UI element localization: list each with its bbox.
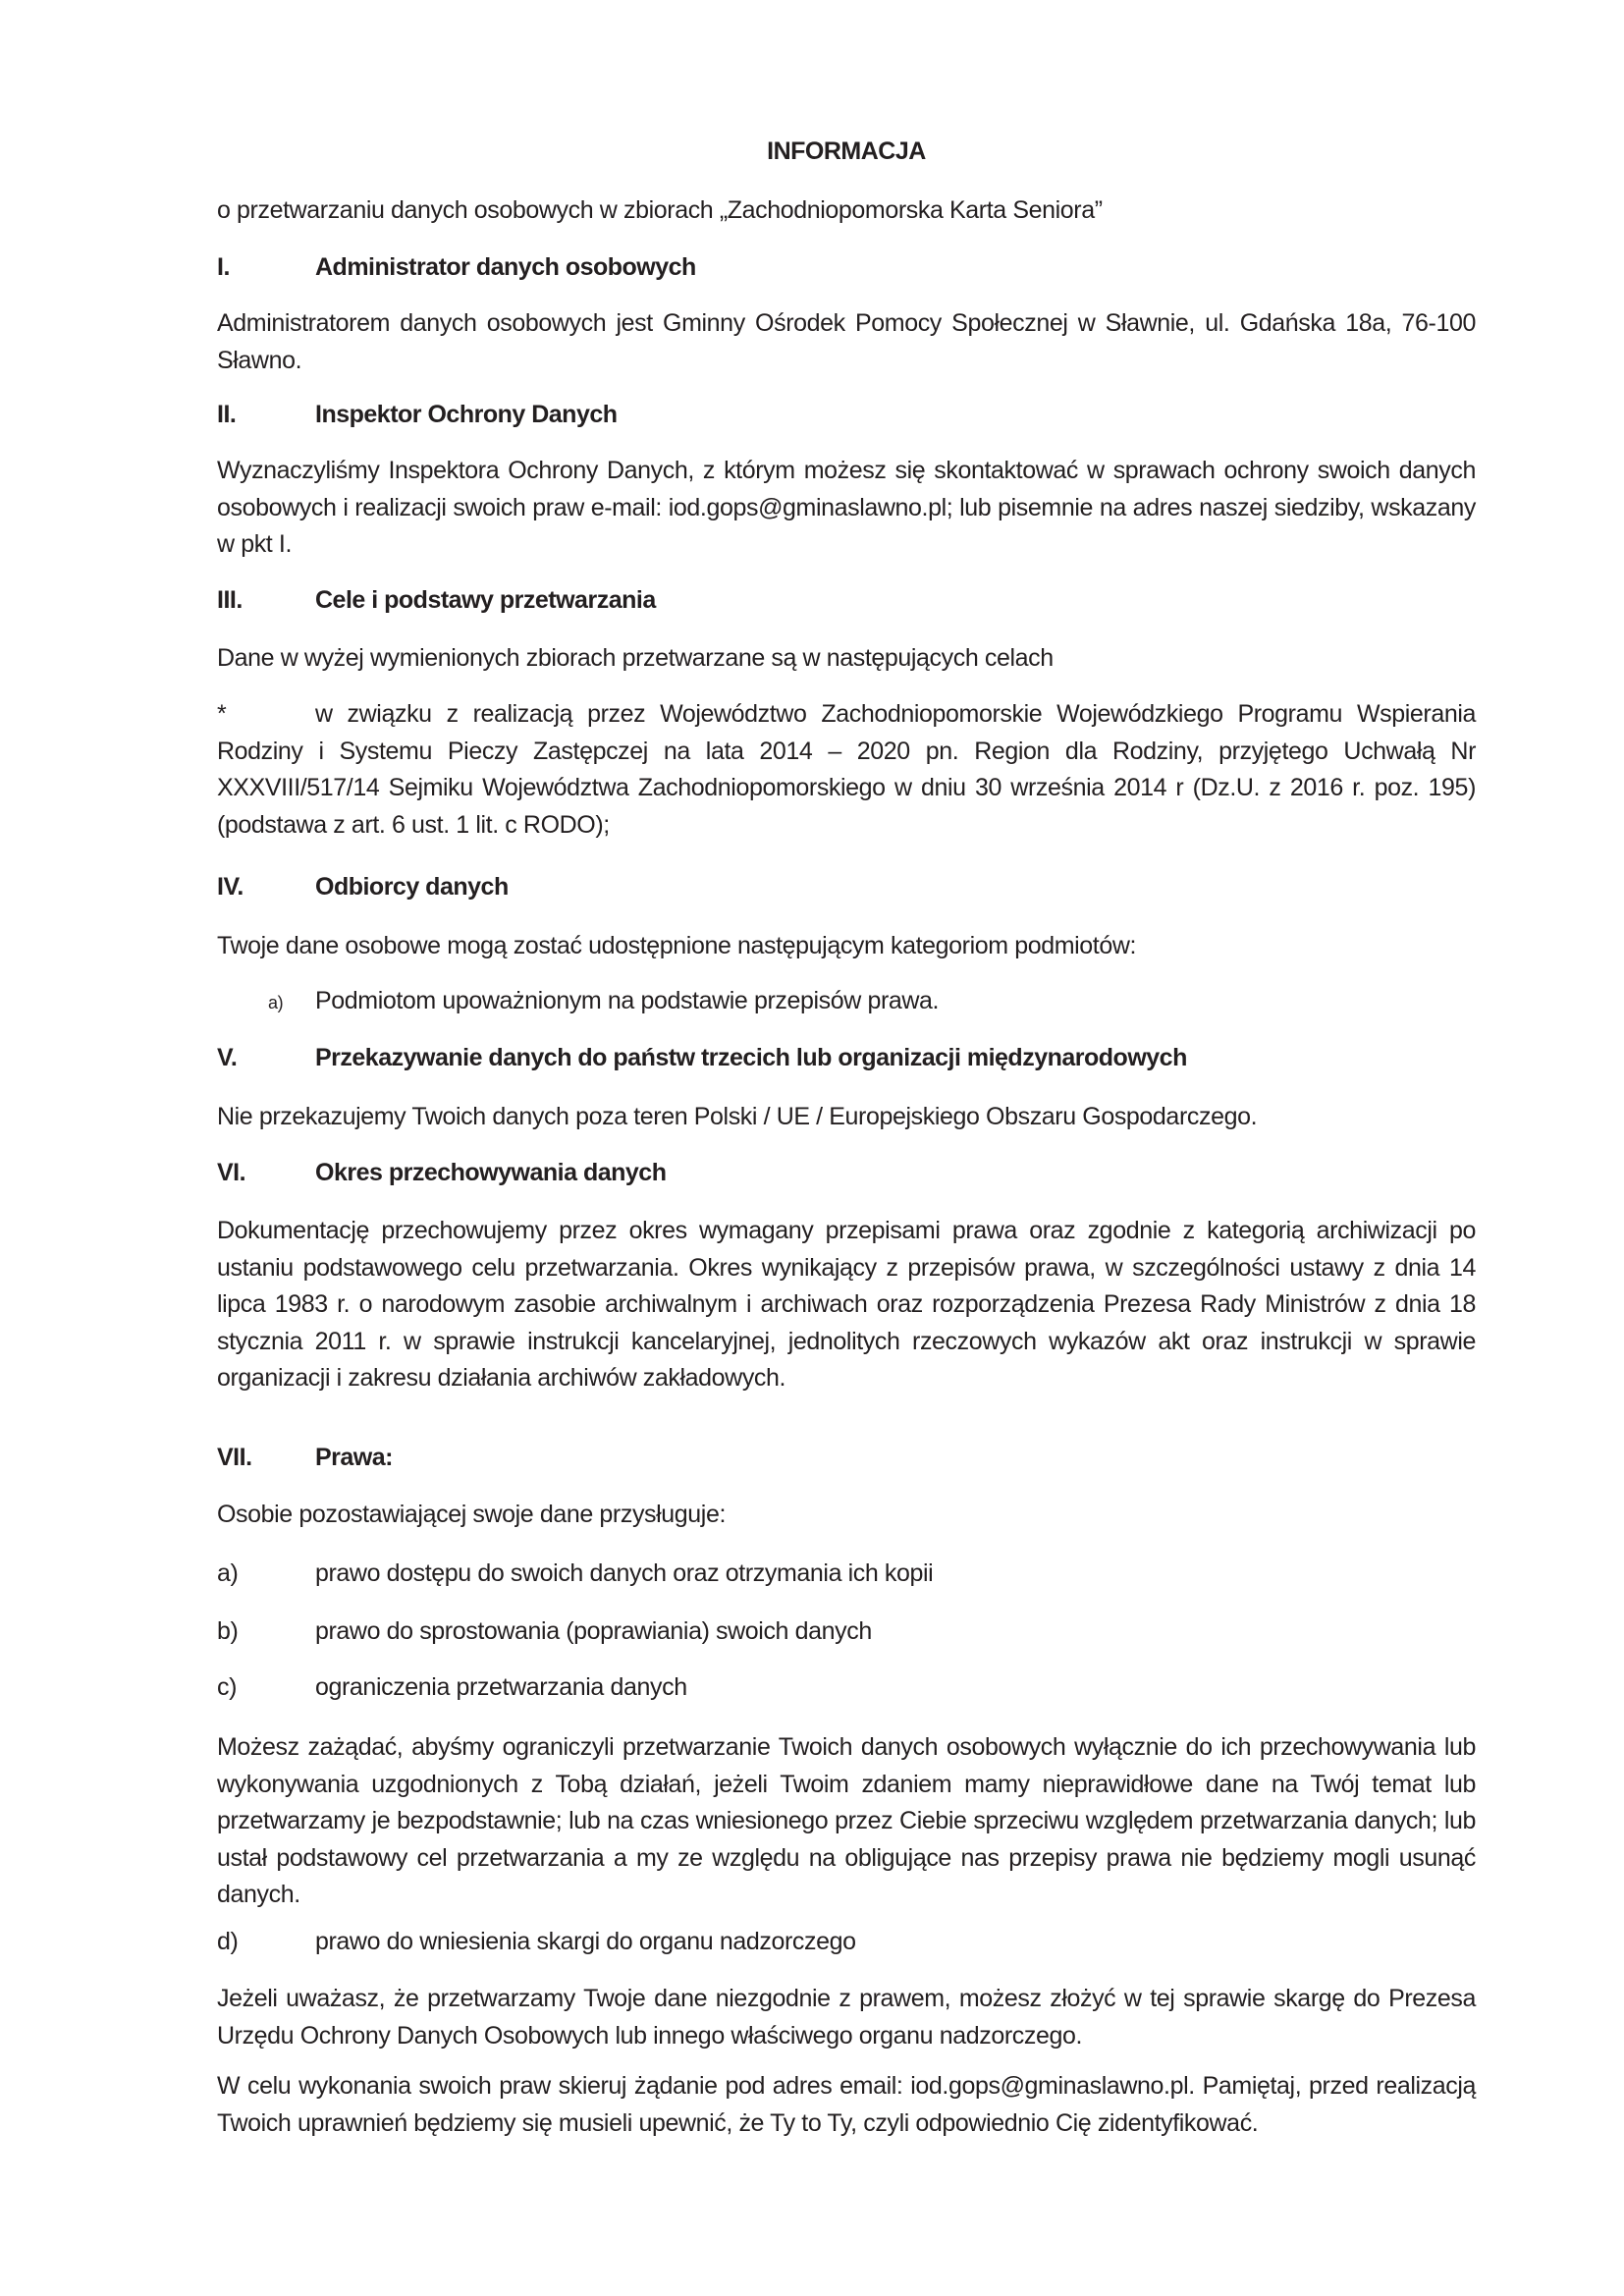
retention-paragraph: Dokumentację przechowujemy przez okres wymagany przepisami prawa oraz zgodnie z kategorią archiwizacji po ustaniu podstawowego celu przetwarzania. Okres wynikający z przepisów prawa, w szczególności ustawy z dnia 14 lipca 1983 r. o narodowym zasobie archiwalnym i archiwach oraz rozporządzenia Prezesa Rady Ministrów z dnia 18 stycznia 2011 r. w sprawie instrukcji kancelaryjnej, jednolitych rzeczowych wykazów akt oraz instrukcji w sprawie organizacji i zakresu działania archiwów zakładowych. [217,1217,1476,1392]
section-number: I. [217,253,230,281]
section-title: Administrator danych osobowych [315,253,696,281]
item-label: b) [217,1617,239,1645]
section-heading-iv [217,873,509,902]
item-text: Podmiotom upoważnionym na podstawie przepisów prawa. [315,987,940,1014]
section-number: V. [217,1044,238,1071]
bullet-marker: * [217,700,227,728]
item-label: d) [217,1928,239,1955]
document-subtitle: o przetwarzaniu danych osobowych w zbiorach „Zachodniopomorska Karta Seniora” [217,196,1103,224]
section-number: VII. [217,1444,252,1471]
section-title: Przekazywanie danych do państw trzecich lub organizacji międzynarodowych [315,1044,1187,1071]
recipients-intro: Twoje dane osobowe mogą zostać udostępnione następującym kategoriom podmiotów: [217,932,1137,959]
section-number: II. [217,401,237,428]
item-text: prawo dostępu do swoich danych oraz otrzymania ich kopii [315,1559,934,1587]
administrator-paragraph: Administratorem danych osobowych jest Gminny Ośrodek Pomocy Społecznej w Sławnie, ul. Gdańska 18a, 76-100 Sławno. [217,309,1476,374]
item-label: a) [268,993,284,1012]
section-title: Okres przechowywania danych [315,1159,667,1186]
purpose-bullet-text: w związku z realizacją przez Województwo Zachodniopomorskie Wojewódzkiego Programu Wspierania Rodziny i Systemu Pieczy Zastępczej na lata 2014 – 2020 pn. Region dla Rodziny, przyjętego Uchwałą Nr XXXVIII/517/14 Sejmiku Województwa Zachodniopomorskiego w dniu 30 września 2014 r (Dz.U. z 2016 r. poz. 195) (podstawa z art. 6 ust. 1 lit. c RODO); [217,700,1476,839]
inspector-paragraph: Wyznaczyliśmy Inspektora Ochrony Danych, z którym możesz się skontaktować w sprawach ochrony swoich danych osobowych i realizacji swoich praw e-mail: iod.gops@gminaslawno.pl; lub pisemnie na adres naszej siedziby, wskazany w pkt I. [217,457,1476,558]
item-text: prawo do wniesienia skargi do organu nadzorczego [315,1928,856,1955]
rights-item-a [217,1559,933,1588]
item-label: c) [217,1673,238,1701]
section-heading-ii [217,401,618,429]
section-number: III. [217,586,243,614]
rights-item-d [217,1928,856,1956]
section-heading-vii [217,1444,393,1472]
section-title: Cele i podstawy przetwarzania [315,586,656,614]
section-title: Prawa: [315,1444,393,1471]
section-heading-v [217,1044,1187,1072]
transfer-paragraph: Nie przekazujemy Twoich danych poza teren Polski / UE / Europejskiego Obszaru Gospodarczego. [217,1103,1258,1130]
restriction-paragraph: Możesz zażądać, abyśmy ograniczyli przetwarzanie Twoich danych osobowych wyłącznie do ich przechowywania lub wykonywania uzgodnionych z Tobą działań, jeżeli Twoim zdaniem mamy nieprawidłowe dane na Twój temat lub przetwarzamy je bezpodstawnie; lub na czas wniesionego przez Ciebie sprzeciwu względem przetwarzania danych; lub ustał podstawowy cel przetwarzania a my ze względu na obligujące nas przepisy prawa nie będziemy mogli usunąć danych. [217,1733,1476,1908]
rights-item-c [217,1673,687,1702]
purposes-intro: Dane w wyżej wymienionych zbiorach przetwarzane są w następujących celach [217,644,1054,672]
complaint-paragraph: Jeżeli uważasz, że przetwarzamy Twoje dane niezgodnie z prawem, możesz złożyć w tej sprawie skargę do Prezesa Urzędu Ochrony Danych Osobowych lub innego właściwego organu nadzorczego. [217,1985,1476,2050]
section-heading-i [217,253,696,282]
section-heading-iii [217,586,656,615]
item-label: a) [217,1559,239,1587]
item-text: ograniczenia przetwarzania danych [315,1673,687,1701]
rights-intro: Osobie pozostawiającej swoje dane przysługuje: [217,1501,727,1528]
section-heading-vi [217,1159,666,1187]
section-number: VI. [217,1159,246,1186]
rights-item-b [217,1617,872,1646]
closing-paragraph: W celu wykonania swoich praw skieruj żądanie pod adres email: iod.gops@gminaslawno.pl. Pamiętaj, przed realizacją Twoich uprawnień będziemy się musieli upewnić, że Ty to Ty, czyli odpowiednio Cię zidentyfikować. [217,2072,1476,2137]
document-title: INFORMACJA [767,137,926,165]
item-text: prawo do sprostowania (poprawiania) swoich danych [315,1617,872,1645]
section-title: Odbiorcy danych [315,873,509,901]
section-title: Inspektor Ochrony Danych [315,401,618,428]
section-number: IV. [217,873,244,901]
recipients-item-a [217,987,939,1015]
purpose-bullet [217,696,1476,844]
